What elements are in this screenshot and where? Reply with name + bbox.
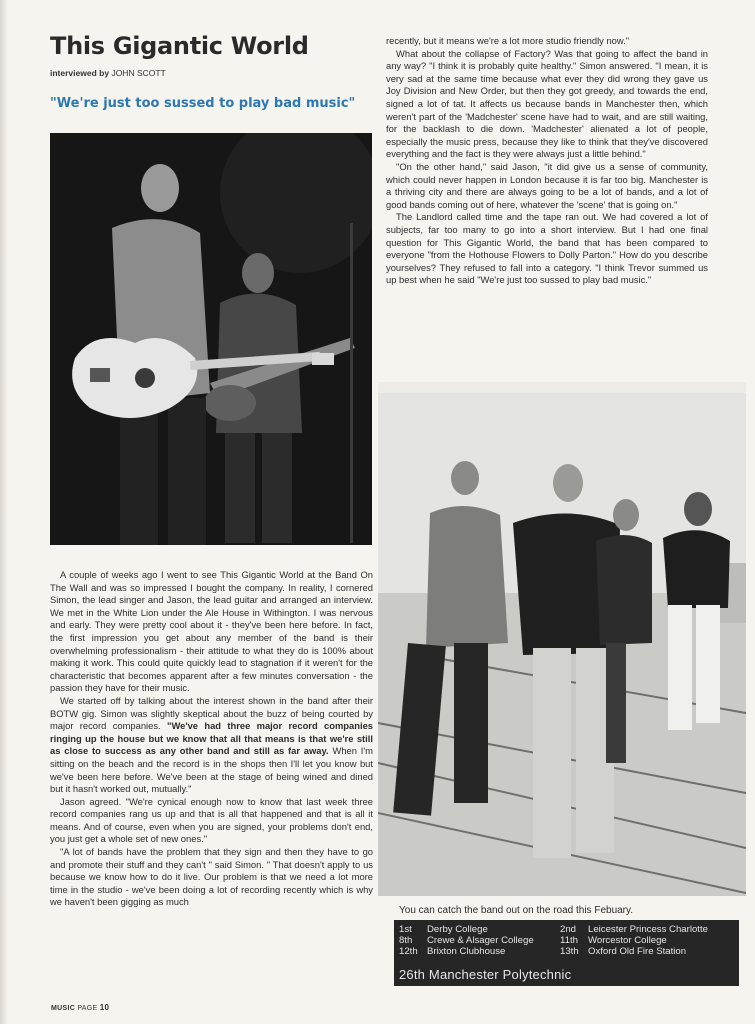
tour-intro: You can catch the band out on the road this Febuary. bbox=[399, 905, 634, 916]
tour-venue: Worcestor College bbox=[588, 935, 667, 946]
concert-photo-illustration bbox=[50, 133, 372, 545]
paragraph: Jason agreed. "We're cynical enough now to know that last week three record companies rang us up and that is all that happened and that is all it means. And of course, even when you are signed, your problems don't end, you just get a whole set of new ones." bbox=[50, 795, 373, 845]
page-edge-shadow bbox=[0, 0, 8, 1024]
tour-venue: Crewe & Alsager College bbox=[427, 935, 534, 946]
paragraph-text: When I'm sitting on the beach and the record is in the shops then I'll let you know but we've been here before. We've been at the stage of being wined and dined but it hasn't worked out, mutually." bbox=[50, 745, 373, 795]
photo-top-strip bbox=[378, 382, 746, 393]
tour-date: 2nd bbox=[560, 924, 577, 935]
tour-date: 8th bbox=[399, 935, 413, 946]
band-photo-illustration bbox=[378, 393, 746, 896]
tour-date-row bbox=[399, 946, 505, 957]
paragraph: "A lot of bands have the problem that they sign and then they have to go and promote their stuff and they can't " said Simon. " That doesn't apply to us because we know how to do it live. Our problem is that we need a lot more time in the studio - we've been doing a lot of recording recently which is why we haven't been gigging as much bbox=[50, 846, 373, 908]
tour-venue: Brixton Clubhouse bbox=[427, 946, 506, 957]
footer-page-label: PAGE bbox=[77, 1005, 98, 1012]
paragraph-text: We started off by talking about the interest shown in the band after their BOTW gig. Simon was slightly skeptical about the buzz of being courted by major record companies. bbox=[50, 694, 373, 732]
tour-venue: Oxford Old Fire Station bbox=[588, 946, 687, 957]
bold-quote: "We've had three major record companies ringing up the house but we know that all that means is that we're still as close to success as any other band and still as far away. bbox=[50, 720, 373, 757]
article-title: This Gigantic World bbox=[50, 32, 309, 60]
page-number: 10 bbox=[99, 1003, 110, 1012]
paragraph: The Landlord called time and the tape ran out. We had covered a lot of subjects, far too many to go into a short interview. But I had one final question for This Gigantic World, the band that has been compared to everyone "from the Hothouse Flowers to Dolly Parton." How do you describe yourselves? They refused to fall into a category. "I think Trevor summed us up best when he said "We're just too sussed to play bad music." bbox=[386, 211, 708, 286]
paragraph: recently, but it means we're a lot more studio friendly now." bbox=[386, 35, 630, 46]
tour-venue: Derby College bbox=[427, 924, 488, 935]
tour-date: 11th bbox=[560, 935, 578, 946]
paragraph: What about the collapse of Factory? Was that going to affect the band in any way? "I think it is probably quite healthy." Simon answered. "I mean, it is very sad at the same time because what ever they did wrong they gave us Joy Division and New Order, but then they got greedy, and towards the end, signed a lot of tat. It affects us because bands in Manchester then, which weren't part of the 'Madchester' scene have had to wait, and are still waiting, for the backlash to die down. 'Madchester' alienated a lot of people, especially the music press, because they like to think that they've discovered everything and the fact is they were always just a little behind." bbox=[386, 47, 708, 160]
tour-date-row bbox=[560, 935, 667, 946]
pull-quote: "We're just too sussed to play bad music" bbox=[50, 96, 356, 111]
article-column-right bbox=[386, 35, 708, 287]
paragraph: "On the other hand," said Jason, "it did give us a sense of community, which could never happen in London because it is far too big. Manchester is a thriving city and there are always going to be a lot of bands, and a lot of good bands coming out of here, whatever the 'scene' that is going on." bbox=[386, 160, 708, 210]
tour-date: 12th bbox=[399, 946, 418, 957]
tour-date: 13th bbox=[560, 946, 579, 957]
paragraph bbox=[50, 695, 373, 796]
tour-date-row bbox=[399, 924, 488, 935]
page-footer bbox=[51, 1003, 109, 1012]
tour-dates-box bbox=[394, 920, 739, 986]
byline bbox=[50, 68, 166, 78]
tour-date-row bbox=[560, 946, 686, 957]
concert-photo bbox=[50, 133, 372, 545]
tour-date: 1st bbox=[399, 924, 412, 935]
tour-date-row bbox=[399, 935, 534, 946]
byline-prefix: interviewed by bbox=[50, 68, 110, 78]
band-photo bbox=[378, 393, 746, 896]
tour-final-date: 26th Manchester Polytechnic bbox=[399, 967, 572, 982]
tour-venue: Leicester Princess Charlotte bbox=[588, 924, 708, 935]
footer-section: MUSIC bbox=[51, 1005, 76, 1012]
paragraph: A couple of weeks ago I went to see This Gigantic World at the Band On The Wall and was so impressed I bought the company. In reality, I cornered Simon, the lead singer and Jason, the lead guitar and arranged an interview. We met in the White Lion under the Ale House in Withington. I was nervous and early. They were pretty cool about it - they've been here before. In fact, the first impression you get about any member of the band is their overwhelming professionalism - their attitude to what they do is 100% about making it work. This could quite quickly lead to stagnation if it weren't for the characteristic that becomes apparent after a few minutes conversation - the passion they have for their music. bbox=[50, 569, 373, 694]
article-column-left bbox=[50, 569, 373, 909]
byline-author: JOHN SCOTT bbox=[111, 68, 166, 78]
tour-date-row bbox=[560, 924, 708, 935]
